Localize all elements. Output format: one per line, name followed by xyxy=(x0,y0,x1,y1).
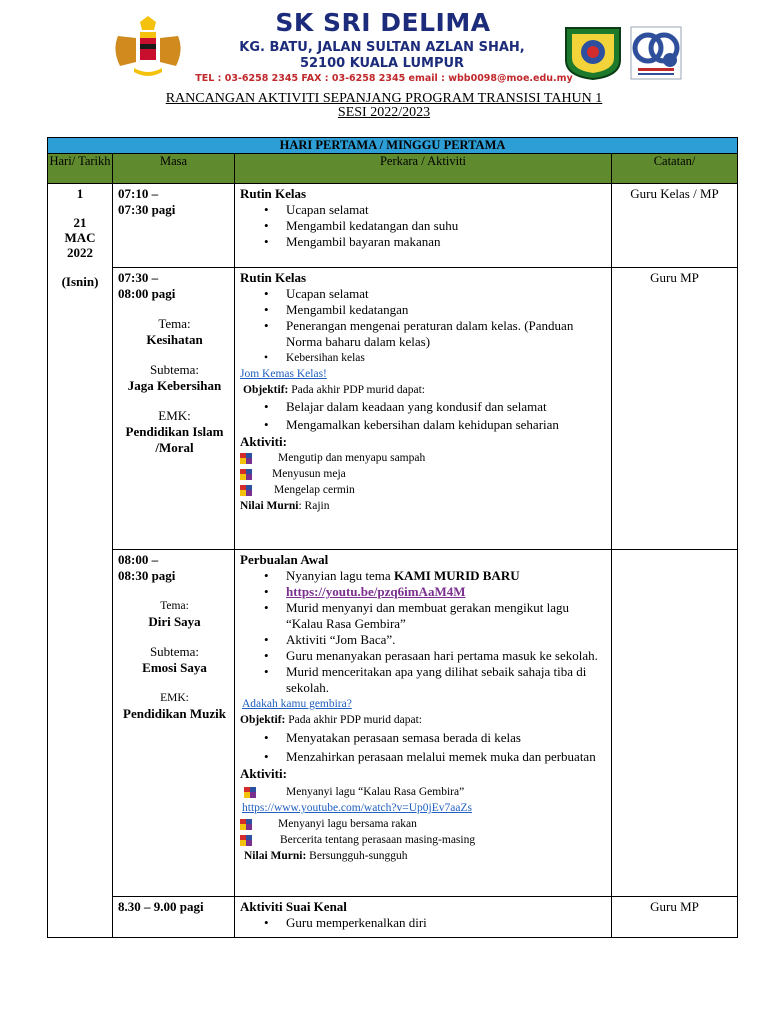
list-text: Nyanyian lagu tema xyxy=(286,568,394,583)
nilai-label: Nilai Murni: xyxy=(244,850,307,862)
tema-value: Kesihatan xyxy=(146,332,203,347)
day-cell xyxy=(48,184,113,938)
list-item: • Belajar dalam keadaan yang kondusif dan selamat xyxy=(264,398,608,416)
activity-cell xyxy=(235,184,612,268)
malaysia-crest-logo xyxy=(106,16,190,80)
flag-bullet-icon xyxy=(240,453,252,464)
document-session: SESI 2022/2023 xyxy=(337,105,431,120)
day-weekday: (Isnin) xyxy=(61,274,99,289)
objektif-text: Pada akhir PDP murid dapat: xyxy=(291,384,425,396)
emk-label: EMK: xyxy=(160,692,189,704)
table-banner-row xyxy=(48,138,738,154)
table-row xyxy=(48,184,738,268)
header-day: Hari/ Tarikh xyxy=(48,154,113,184)
objektif-list xyxy=(264,728,608,766)
activity-heading: Rutin Kelas xyxy=(240,270,307,285)
school-badge-logo xyxy=(562,26,624,80)
activity-schedule-table xyxy=(47,137,738,938)
aktiviti-text: Mengutip dan menyapu sampah xyxy=(278,452,426,464)
time-to: 07:30 pagi xyxy=(118,202,176,217)
subtema-value: Emosi Saya xyxy=(142,660,207,675)
activity-list xyxy=(264,915,608,931)
day-date: 21 xyxy=(73,215,87,230)
note-cell: Guru Kelas / MP xyxy=(612,184,738,268)
activity-list xyxy=(264,202,608,250)
activity-cell xyxy=(235,550,612,897)
time-to: 08:00 pagi xyxy=(118,286,176,301)
aktiviti-text: Menyanyi lagu “Kalau Rasa Gembira” xyxy=(286,786,465,798)
document-title: RANCANGAN AKTIVITI SEPANJANG PROGRAM TRANSISI TAHUN 1 xyxy=(165,91,603,106)
youtube-link[interactable]: https://www.youtube.com/watch?v=Up0jEv7aaZs xyxy=(242,802,472,814)
contact-info: TEL : 03-6258 2345 FAX : 03-6258 2345 email : wbb0098@moe.edu.my xyxy=(195,73,573,84)
flag-bullet-icon xyxy=(244,787,256,798)
list-item: • Mengamalkan kebersihan dalam kehidupan seharian xyxy=(264,416,608,434)
emk-value: Pendidikan Islam /Moral xyxy=(125,424,224,455)
list-item xyxy=(240,832,608,848)
address-line-1: KG. BATU, JALAN SULTAN AZLAN SHAH, xyxy=(239,40,525,55)
table-row xyxy=(48,897,738,938)
activity-link[interactable]: Jom Kemas Kelas! xyxy=(240,368,327,380)
aktiviti-label: Aktiviti: xyxy=(240,766,287,781)
header-note: Catatan/ xyxy=(612,154,738,184)
song-title: KAMI MURID BARU xyxy=(393,568,520,583)
header-time: Masa xyxy=(113,154,235,184)
objektif-list xyxy=(264,398,608,434)
flag-bullet-icon xyxy=(240,835,252,846)
time-cell xyxy=(113,184,235,268)
anniversary-25-logo xyxy=(630,26,682,80)
emk-label: EMK: xyxy=(158,408,191,423)
school-name: SK SRI DELIMA xyxy=(275,8,491,37)
day-year: 2022 xyxy=(67,245,93,260)
nilai-line xyxy=(240,848,608,864)
objektif-label: Objektif: xyxy=(240,714,286,726)
address-line-2: 52100 KUALA LUMPUR xyxy=(299,56,465,71)
flag-bullet-icon xyxy=(240,469,252,480)
time-cell xyxy=(113,550,235,897)
list-item xyxy=(264,568,608,584)
list-item: • Penerangan mengenai peraturan dalam kelas. (Panduan Norma baharu dalam kelas) xyxy=(264,318,608,350)
tema-value: Diri Saya xyxy=(148,614,201,629)
list-item xyxy=(264,584,608,600)
list-item: • Kebersihan kelas xyxy=(264,350,608,366)
time-from: 08:00 – xyxy=(118,552,159,567)
time-cell: 8.30 – 9.00 pagi xyxy=(113,897,235,938)
note-cell: Guru MP xyxy=(612,268,738,550)
list-item xyxy=(240,466,608,482)
youtube-link[interactable]: https://youtu.be/pzq6imAaM4M xyxy=(286,584,466,599)
list-item: • Menzahirkan perasaan melalui memek muka dan perbuatan xyxy=(264,747,608,766)
day-number: 1 xyxy=(76,186,84,201)
list-item xyxy=(240,450,608,466)
list-item: • Murid menceritakan apa yang dilihat sebaik sahaja tiba di sekolah. xyxy=(264,664,608,696)
objektif-label: Objektif: xyxy=(243,384,289,396)
tema-label: Tema: xyxy=(160,600,189,612)
list-item: • Mengambil kedatangan dan suhu xyxy=(264,218,608,234)
list-item xyxy=(240,816,608,832)
activity-heading: Aktiviti Suai Kenal xyxy=(240,899,347,914)
day-month: MAC xyxy=(64,230,96,245)
aktiviti-text: Menyusun meja xyxy=(272,468,346,480)
aktiviti-label: Aktiviti: xyxy=(240,434,287,449)
list-item: • Aktiviti “Jom Baca”. xyxy=(264,632,608,648)
subtema-label: Subtema: xyxy=(149,644,200,659)
objektif-line xyxy=(240,382,608,398)
nilai-value: : Rajin xyxy=(298,500,330,512)
activity-heading: Perbualan Awal xyxy=(240,552,329,567)
letterhead xyxy=(0,0,768,90)
aktiviti-text: Mengelap cermin xyxy=(274,484,355,496)
nilai-value: Bersungguh-sungguh xyxy=(306,850,408,862)
list-item: • Menyatakan perasaan semasa berada di kelas xyxy=(264,728,608,747)
note-cell xyxy=(612,550,738,897)
tema-label: Tema: xyxy=(158,316,191,331)
aktiviti-text: Bercerita tentang perasaan masing-masing xyxy=(280,834,476,846)
list-item xyxy=(240,482,608,498)
time-to: 08:30 pagi xyxy=(118,568,176,583)
list-item: • Ucapan selamat xyxy=(264,286,608,302)
list-item: • Mengambil kedatangan xyxy=(264,302,608,318)
activity-heading: Rutin Kelas xyxy=(240,186,307,201)
time-from: 07:10 – xyxy=(118,186,159,201)
activity-link[interactable]: Adakah kamu gembira? xyxy=(242,698,352,710)
activity-cell xyxy=(235,897,612,938)
subtema-label: Subtema: xyxy=(149,362,200,377)
list-item: • Ucapan selamat xyxy=(264,202,608,218)
objektif-line xyxy=(240,712,608,728)
time-cell xyxy=(113,268,235,550)
header-activity: Perkara / Aktiviti xyxy=(235,154,612,184)
activity-cell xyxy=(235,268,612,550)
list-item: • Mengambil bayaran makanan xyxy=(264,234,608,250)
list-item: • Guru menanyakan perasaan hari pertama masuk ke sekolah. xyxy=(264,648,608,664)
aktiviti-text: Menyanyi lagu bersama rakan xyxy=(278,818,417,830)
time-from: 07:30 – xyxy=(118,270,159,285)
flag-bullet-icon xyxy=(240,485,252,496)
activity-list xyxy=(264,286,608,366)
emk-value: Pendidikan Muzik xyxy=(123,706,226,721)
activity-list xyxy=(264,568,608,696)
nilai-label: Nilai Murni xyxy=(240,500,299,512)
note-cell: Guru MP xyxy=(612,897,738,938)
flag-bullet-icon xyxy=(240,819,252,830)
table-row xyxy=(48,268,738,550)
table-row xyxy=(48,550,738,897)
table-banner: HARI PERTAMA / MINGGU PERTAMA xyxy=(48,138,738,154)
list-item: • Guru memperkenalkan diri xyxy=(264,915,608,931)
list-item xyxy=(240,784,608,800)
subtema-value: Jaga Kebersihan xyxy=(127,378,222,393)
list-item: • Murid menyanyi dan membuat gerakan mengikut lagu “Kalau Rasa Gembira” xyxy=(264,600,608,632)
nilai-line xyxy=(240,498,608,514)
objektif-text: Pada akhir PDP murid dapat: xyxy=(288,714,422,726)
table-header-row xyxy=(48,154,738,184)
